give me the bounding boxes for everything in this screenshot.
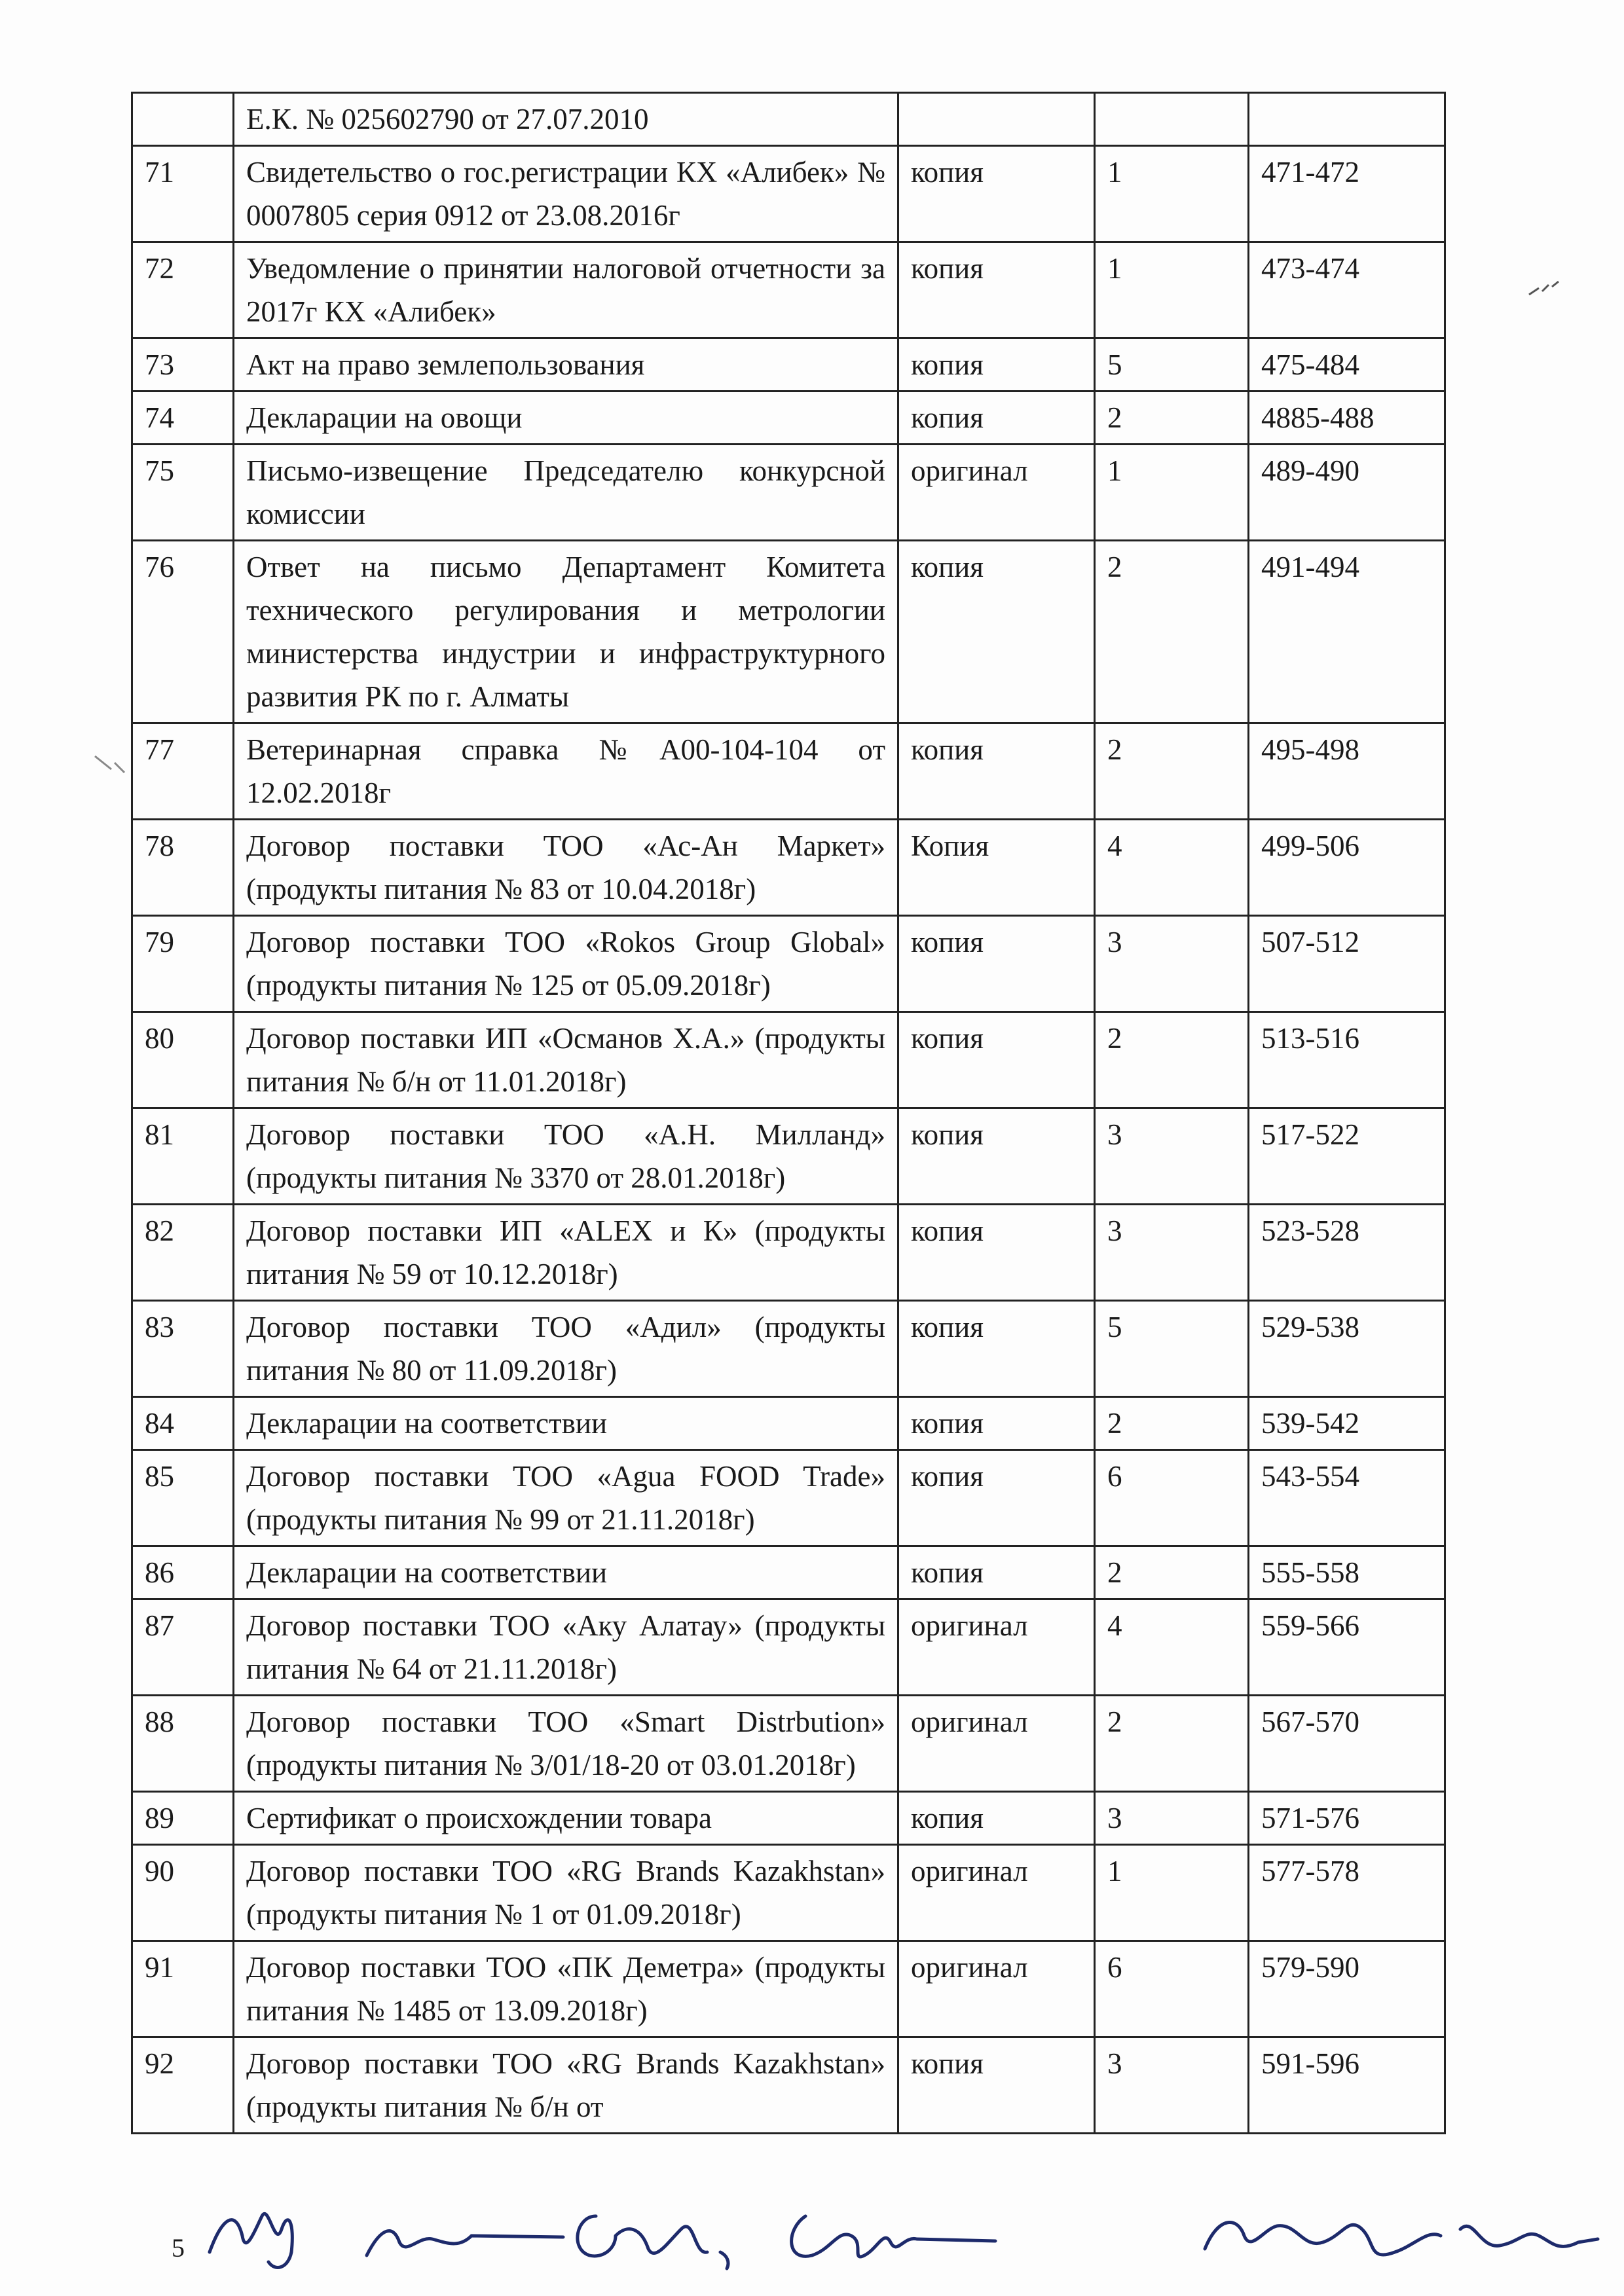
row-number-cell: 87 xyxy=(132,1599,234,1696)
row-pages-cell: 523-528 xyxy=(1249,1205,1445,1301)
row-qty-cell: 6 xyxy=(1095,1450,1249,1546)
row-description-cell: Декларации на соответствии xyxy=(234,1397,898,1450)
row-number-cell: 79 xyxy=(132,916,234,1012)
row-pages-cell: 495-498 xyxy=(1249,723,1445,820)
row-type-cell: копия xyxy=(898,1546,1095,1599)
table-row xyxy=(132,1696,1445,1792)
row-pages-cell: 475-484 xyxy=(1249,338,1445,392)
row-pages-cell: 567-570 xyxy=(1249,1696,1445,1792)
row-type-cell: копия xyxy=(898,2037,1095,2134)
row-number-cell: 85 xyxy=(132,1450,234,1546)
row-qty-cell: 2 xyxy=(1095,1012,1249,1108)
signature-4 xyxy=(792,2216,995,2257)
row-description-cell: Договор поставки ТОО «Smart Distrbution» (продукты питания № 3/01/18-20 от 03.01.2018г) xyxy=(234,1696,898,1792)
table-row xyxy=(132,1450,1445,1546)
row-pages-cell: 491-494 xyxy=(1249,541,1445,723)
row-pages-cell: 559-566 xyxy=(1249,1599,1445,1696)
row-description-cell: Договор поставки ТОО «Ас-Ан Маркет» (продукты питания № 83 от 10.04.2018г) xyxy=(234,820,898,916)
row-number-cell: 89 xyxy=(132,1792,234,1845)
row-type-cell: копия xyxy=(898,1450,1095,1546)
row-pages-cell xyxy=(1249,93,1445,146)
table-row xyxy=(132,820,1445,916)
table-row xyxy=(132,392,1445,445)
row-qty-cell: 2 xyxy=(1095,541,1249,723)
row-type-cell: копия xyxy=(898,242,1095,338)
row-type-cell: копия xyxy=(898,1397,1095,1450)
row-description-cell: Акт на право землепользования xyxy=(234,338,898,392)
row-pages-cell: 513-516 xyxy=(1249,1012,1445,1108)
row-pages-cell: 577-578 xyxy=(1249,1845,1445,1941)
row-qty-cell: 1 xyxy=(1095,242,1249,338)
row-description-cell: Ответ на письмо Департамент Комитета технического регулирования и метрологии министерства индустрии и инфраструктурного развития РК по г. Алматы xyxy=(234,541,898,723)
row-description-cell: Договор поставки ТОО «RG Brands Kazakhstan» (продукты питания № б/н от xyxy=(234,2037,898,2134)
row-description-cell: Договор поставки ИП «Османов Х.А.» (продукты питания № б/н от 11.01.2018г) xyxy=(234,1012,898,1108)
row-type-cell: копия xyxy=(898,1792,1095,1845)
page-number: 5 xyxy=(172,2233,185,2263)
row-qty-cell: 2 xyxy=(1095,392,1249,445)
row-qty-cell: 2 xyxy=(1095,723,1249,820)
row-number-cell: 82 xyxy=(132,1205,234,1301)
row-description-cell: Письмо-извещение Председателю конкурсной комиссии xyxy=(234,445,898,541)
row-qty-cell xyxy=(1095,93,1249,146)
table-row xyxy=(132,541,1445,723)
row-type-cell: копия xyxy=(898,723,1095,820)
signature-2 xyxy=(367,2231,563,2255)
row-type-cell: оригинал xyxy=(898,1845,1095,1941)
table-row-continued xyxy=(132,93,1445,146)
table-row xyxy=(132,1546,1445,1599)
row-qty-cell: 1 xyxy=(1095,146,1249,242)
row-type-cell xyxy=(898,93,1095,146)
row-pages-cell: 579-590 xyxy=(1249,1941,1445,2037)
row-qty-cell: 3 xyxy=(1095,1205,1249,1301)
row-pages-cell: 539-542 xyxy=(1249,1397,1445,1450)
table-row xyxy=(132,1792,1445,1845)
table-row xyxy=(132,723,1445,820)
row-type-cell: Копия xyxy=(898,820,1095,916)
table-row xyxy=(132,1397,1445,1450)
row-type-cell: копия xyxy=(898,338,1095,392)
row-pages-cell: 555-558 xyxy=(1249,1546,1445,1599)
row-qty-cell: 4 xyxy=(1095,820,1249,916)
table-row xyxy=(132,1301,1445,1397)
row-type-cell: оригинал xyxy=(898,1941,1095,2037)
row-number-cell: 80 xyxy=(132,1012,234,1108)
row-description-cell: Договор поставки ТОО «Аку Алатау» (продукты питания № 64 от 21.11.2018г) xyxy=(234,1599,898,1696)
row-qty-cell: 3 xyxy=(1095,1108,1249,1205)
signature-6 xyxy=(1460,2226,1598,2246)
row-number-cell: 84 xyxy=(132,1397,234,1450)
table-row xyxy=(132,1205,1445,1301)
row-pages-cell: 571-576 xyxy=(1249,1792,1445,1845)
row-qty-cell: 3 xyxy=(1095,916,1249,1012)
row-number-cell: 83 xyxy=(132,1301,234,1397)
row-description-cell: Договор поставки ТОО «А.Н. Милланд» (продукты питания № 3370 от 28.01.2018г) xyxy=(234,1108,898,1205)
row-number-cell: 71 xyxy=(132,146,234,242)
row-type-cell: копия xyxy=(898,1012,1095,1108)
row-pages-cell: 543-554 xyxy=(1249,1450,1445,1546)
row-description-cell: Договор поставки ТОО «RG Brands Kazakhstan» (продукты питания № 1 от 01.09.2018г) xyxy=(234,1845,898,1941)
row-description-cell: Договор поставки ТОО «Agua FOOD Trade» (продукты питания № 99 от 21.11.2018г) xyxy=(234,1450,898,1546)
scan-speck xyxy=(92,750,131,776)
row-description-cell: Е.К. № 025602790 от 27.07.2010 xyxy=(234,93,898,146)
row-type-cell: копия xyxy=(898,1108,1095,1205)
row-number-cell: 73 xyxy=(132,338,234,392)
row-number-cell: 76 xyxy=(132,541,234,723)
table-row xyxy=(132,1941,1445,2037)
table-row xyxy=(132,146,1445,242)
row-number-cell: 92 xyxy=(132,2037,234,2134)
row-qty-cell: 4 xyxy=(1095,1599,1249,1696)
row-type-cell: оригинал xyxy=(898,1599,1095,1696)
row-type-cell: копия xyxy=(898,146,1095,242)
row-qty-cell: 1 xyxy=(1095,445,1249,541)
row-description-cell: Декларации на овощи xyxy=(234,392,898,445)
row-number-cell: 72 xyxy=(132,242,234,338)
row-type-cell: копия xyxy=(898,1205,1095,1301)
row-description-cell: Договор поставки ТОО «Адил» (продукты питания № 80 от 11.09.2018г) xyxy=(234,1301,898,1397)
row-number-cell: 90 xyxy=(132,1845,234,1941)
row-number-cell: 77 xyxy=(132,723,234,820)
row-pages-cell: 529-538 xyxy=(1249,1301,1445,1397)
table-row xyxy=(132,338,1445,392)
table-row xyxy=(132,1108,1445,1205)
row-description-cell: Свидетельство о гос.регистрации КХ «Алибек» № 0007805 серия 0912 от 23.08.2016г xyxy=(234,146,898,242)
row-description-cell: Сертификат о происхождении товара xyxy=(234,1792,898,1845)
table-row xyxy=(132,1599,1445,1696)
table-row xyxy=(132,916,1445,1012)
row-pages-cell: 517-522 xyxy=(1249,1108,1445,1205)
row-qty-cell: 3 xyxy=(1095,1792,1249,1845)
handwritten-signatures xyxy=(196,2190,1604,2282)
table-row xyxy=(132,1012,1445,1108)
row-pages-cell: 489-490 xyxy=(1249,445,1445,541)
row-pages-cell: 471-472 xyxy=(1249,146,1445,242)
signature-3 xyxy=(578,2216,728,2269)
table-row xyxy=(132,445,1445,541)
table-row xyxy=(132,2037,1445,2134)
row-qty-cell: 1 xyxy=(1095,1845,1249,1941)
row-type-cell: оригинал xyxy=(898,1696,1095,1792)
row-number-cell: 78 xyxy=(132,820,234,916)
row-description-cell: Ветеринарная справка №А00-104-104 от 12.02.2018г xyxy=(234,723,898,820)
row-qty-cell: 5 xyxy=(1095,1301,1249,1397)
row-description-cell: Декларации на соответствии xyxy=(234,1546,898,1599)
row-qty-cell: 2 xyxy=(1095,1546,1249,1599)
row-description-cell: Договор поставки ТОО «ПК Деметра» (продукты питания № 1485 от 13.09.2018г) xyxy=(234,1941,898,2037)
row-number-cell: 86 xyxy=(132,1546,234,1599)
row-pages-cell: 499-506 xyxy=(1249,820,1445,916)
row-description-cell: Уведомление о принятии налоговой отчетности за 2017г КХ «Алибек» xyxy=(234,242,898,338)
row-type-cell: копия xyxy=(898,916,1095,1012)
row-pages-cell: 473-474 xyxy=(1249,242,1445,338)
row-number-cell: 88 xyxy=(132,1696,234,1792)
row-number-cell: 81 xyxy=(132,1108,234,1205)
row-description-cell: Договор поставки ИП «ALEX и К» (продукты питания № 59 от 10.12.2018г) xyxy=(234,1205,898,1301)
row-qty-cell: 6 xyxy=(1095,1941,1249,2037)
documents-table xyxy=(131,92,1446,2134)
row-number-cell xyxy=(132,93,234,146)
table-body xyxy=(132,93,1445,2134)
scan-speck xyxy=(1526,275,1565,301)
table-row xyxy=(132,1845,1445,1941)
row-type-cell: оригинал xyxy=(898,445,1095,541)
row-qty-cell: 3 xyxy=(1095,2037,1249,2134)
row-type-cell: копия xyxy=(898,1301,1095,1397)
row-number-cell: 74 xyxy=(132,392,234,445)
table-row xyxy=(132,242,1445,338)
row-number-cell: 91 xyxy=(132,1941,234,2037)
row-description-cell: Договор поставки ТОО «Rokos Group Global» (продукты питания № 125 от 05.09.2018г) xyxy=(234,916,898,1012)
signature-5 xyxy=(1205,2223,1441,2255)
row-qty-cell: 2 xyxy=(1095,1397,1249,1450)
row-pages-cell: 4885-488 xyxy=(1249,392,1445,445)
row-type-cell: копия xyxy=(898,541,1095,723)
signature-1 xyxy=(210,2214,292,2267)
row-pages-cell: 591-596 xyxy=(1249,2037,1445,2134)
row-type-cell: копия xyxy=(898,392,1095,445)
row-qty-cell: 5 xyxy=(1095,338,1249,392)
row-number-cell: 75 xyxy=(132,445,234,541)
row-pages-cell: 507-512 xyxy=(1249,916,1445,1012)
row-qty-cell: 2 xyxy=(1095,1696,1249,1792)
